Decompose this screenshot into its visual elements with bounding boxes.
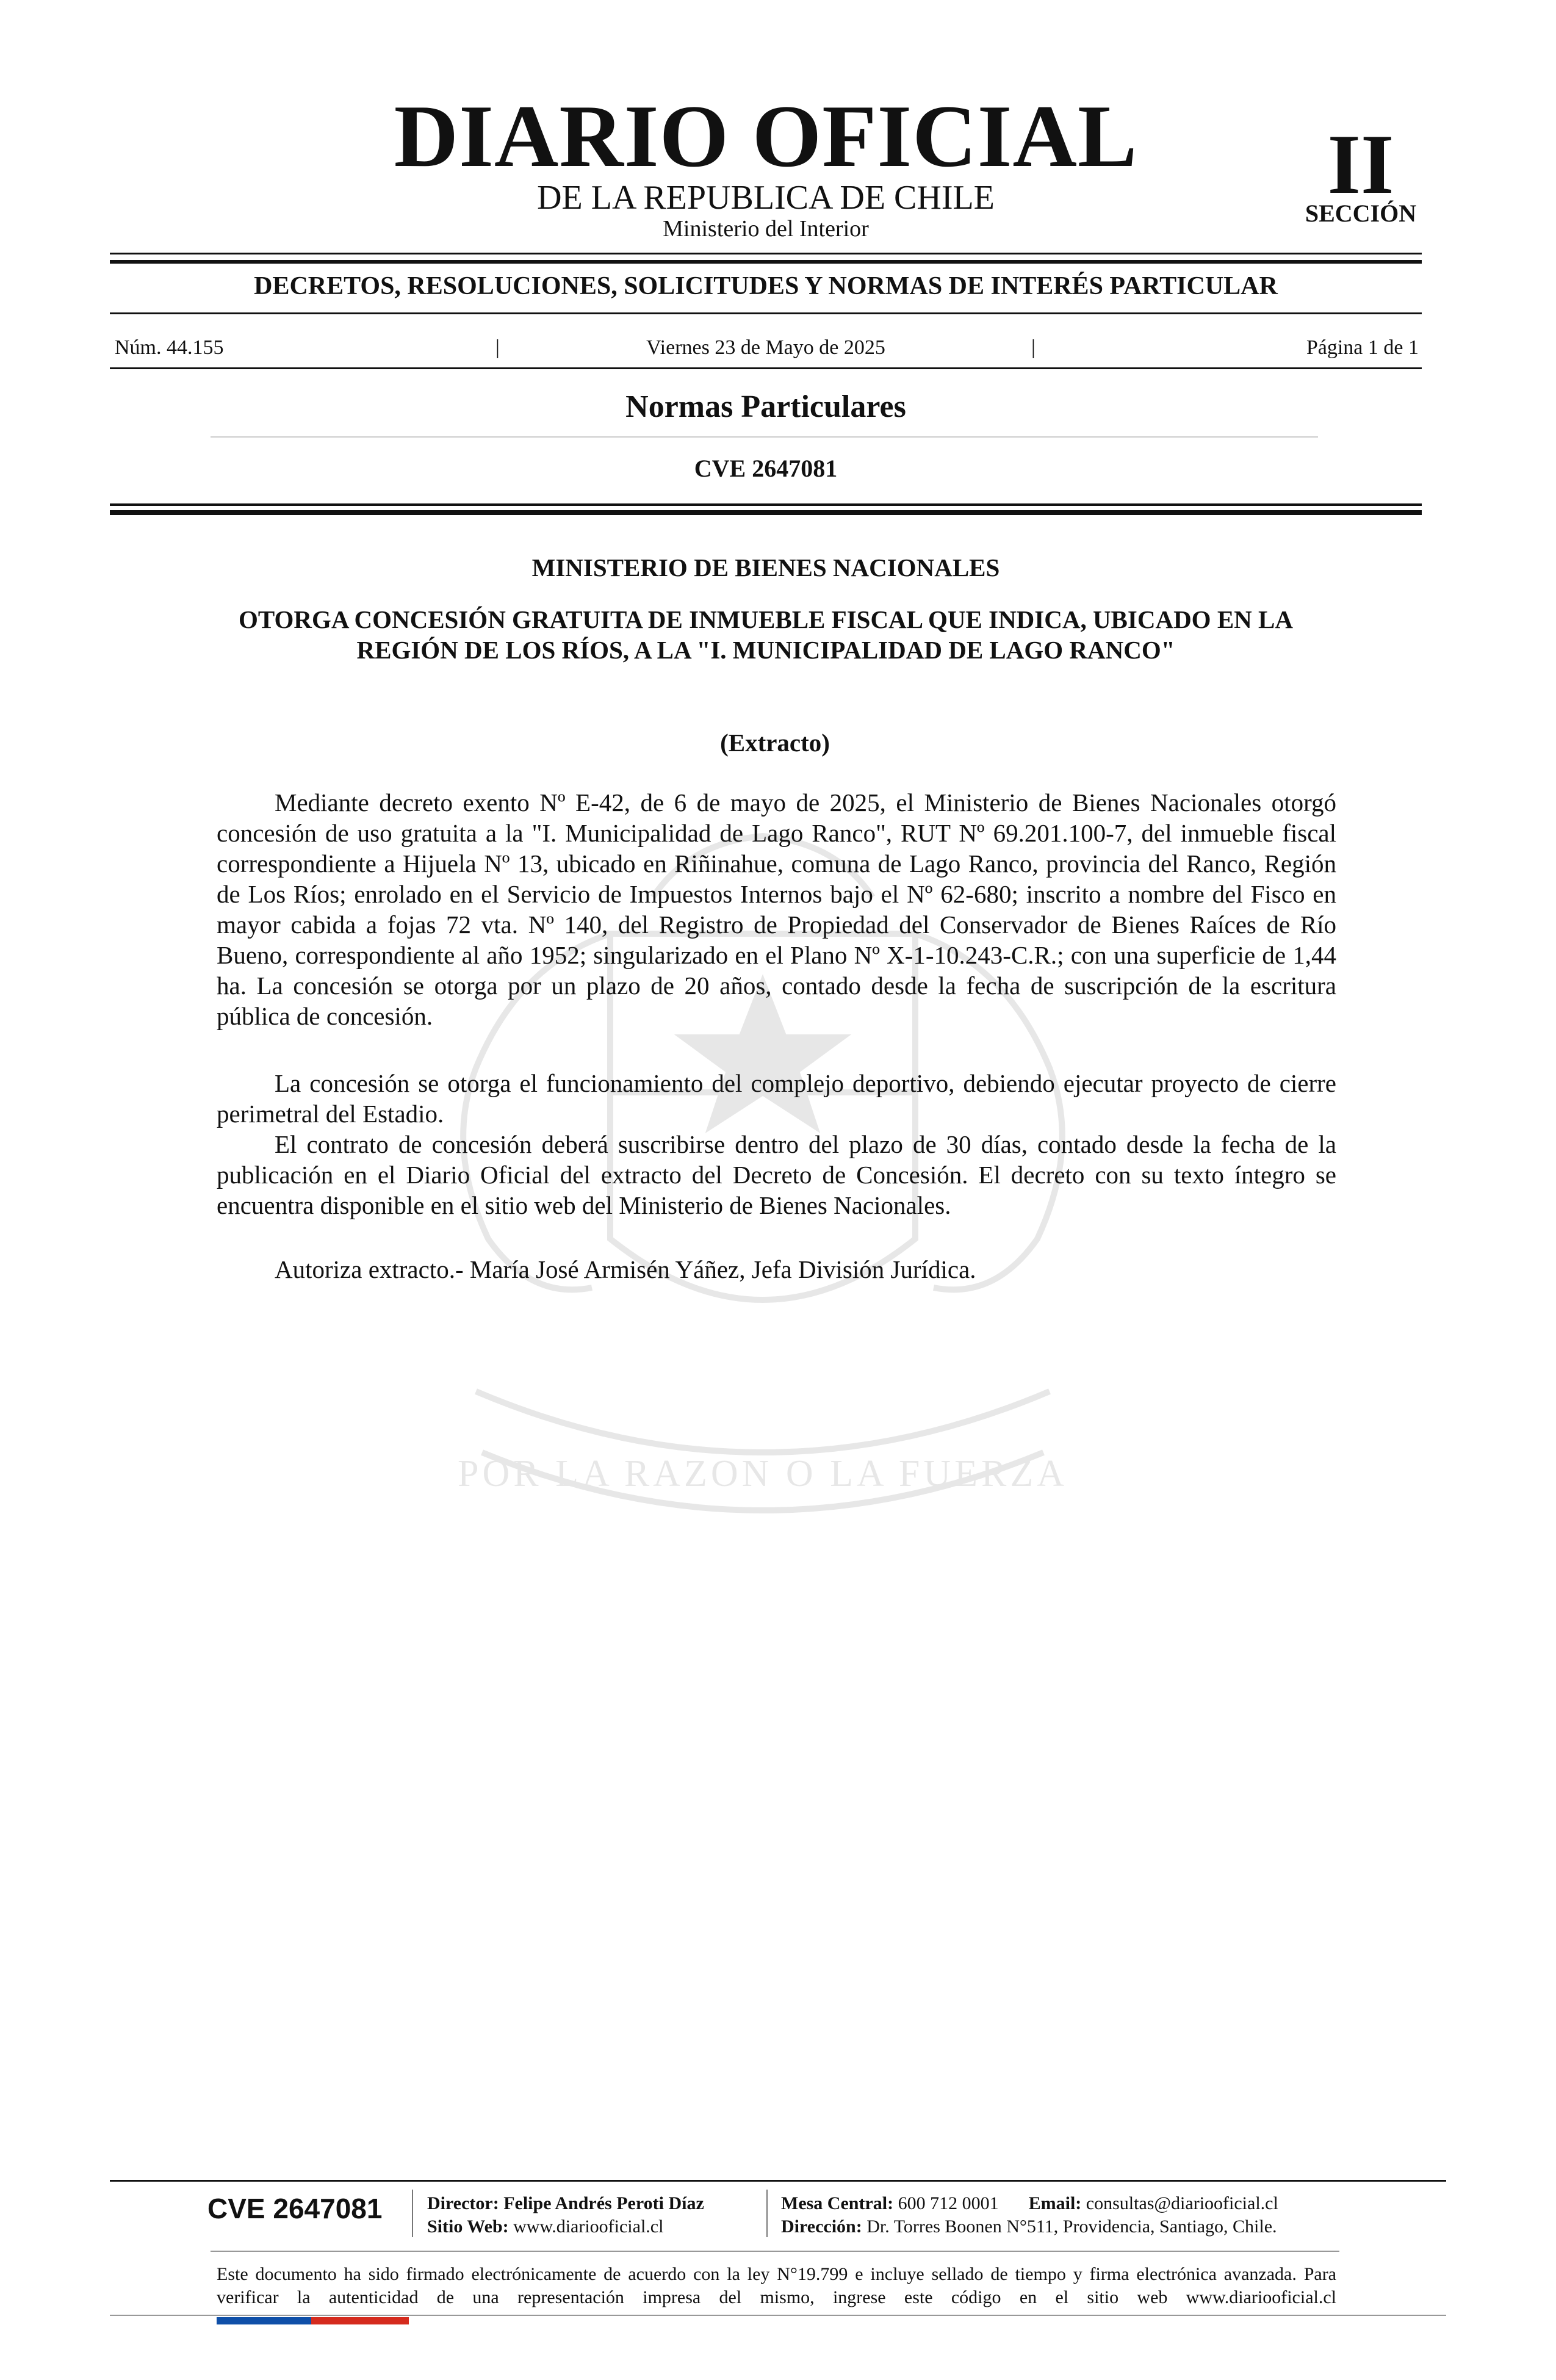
issue-date: Viernes 23 de Mayo de 2025	[646, 336, 885, 359]
website-link[interactable]: www.diariooficial.cl	[513, 2216, 664, 2237]
section-label: SECCIÓN	[1305, 200, 1417, 227]
masthead-title: DIARIO OFICIAL	[394, 87, 1138, 186]
mesa-phone: 600 712 0001	[898, 2193, 999, 2213]
masthead-ministry: Ministerio del Interior	[663, 216, 869, 242]
body-paragraph: El contrato de concesión deberá suscribirse dentro del plazo de 30 días, contado desde la fecha de la publicación en el Diario Oficial del extracto del Decreto de Concesión. El decreto con su texto íntegro se encuentra disponible en el sitio web del Ministerio de Bienes Nacionales.	[217, 1130, 1336, 1219]
body-paragraph: La concesión se otorga el funcionamiento del complejo deportivo, debiendo ejecutar proyecto de cierre perimetral del Estadio.	[217, 1069, 1336, 1128]
masthead-rule-top	[110, 253, 1422, 254]
banner-rule	[110, 312, 1422, 314]
extract-label: (Extracto)	[720, 729, 830, 757]
address-label: Dirección:	[781, 2216, 862, 2237]
footer-cve-code: CVE 2647081	[207, 2193, 383, 2224]
document-ministry: MINISTERIO DE BIENES NACIONALES	[531, 554, 1000, 582]
mesa-label: Mesa Central:	[781, 2193, 894, 2213]
footer-website	[427, 2215, 663, 2238]
watermark-motto: POR LA RAZON O LA FUERZA	[457, 1453, 1068, 1495]
section-title: Normas Particulares	[625, 389, 906, 424]
authorization-line: Autoriza extracto.- María José Armisén Yáñez, Jefa División Jurídica.	[275, 1255, 976, 1283]
masthead-subtitle: DE LA REPUBLICA DE CHILE	[537, 179, 995, 217]
section-number: II	[1327, 117, 1394, 212]
footer-director	[427, 2192, 704, 2215]
flag-stripe-red	[311, 2317, 409, 2324]
body-paragraph: Mediante decreto exento Nº E-42, de 6 de mayo de 2025, el Ministerio de Bienes Nacionales otorgó concesión de uso gratuita a la "I. Municipalidad de Lago Ranco", RUT Nº 69.201.100-7, del inmueble fiscal correspondiente a Hijuela Nº 13, ubicado en Riñinahue, comuna de Lago Ranco, provincia del Ranco, Región de Los Ríos; enrolado en el Servicio de Impuestos Internos bajo el Nº 62-680; inscrito a nombre del Fisco en mayor cabida a fojas 72 vta. Nº 140, del Registro de Propiedad del Conservador de Bienes Raíces de Río Bueno, correspondiente al año 1952; singularizado en el Plano Nº X-1-10.243-C.R.; con una superficie de 1,44 ha. La concesión se otorga por un plazo de 20 años, contado desde la fecha de suscripción de la escritura pública de concesión.	[217, 788, 1336, 1030]
footer-address	[781, 2215, 1277, 2238]
director-label: Director:	[427, 2193, 499, 2213]
footer-contact	[781, 2192, 1278, 2215]
info-rule	[110, 367, 1422, 369]
header-rule-top	[110, 503, 1422, 506]
website-label: Sitio Web:	[427, 2216, 509, 2237]
info-separator: |	[495, 336, 500, 359]
footer-rule-top	[110, 2180, 1446, 2182]
masthead-rule-bottom	[110, 260, 1422, 264]
footer-legal-note: Este documento ha sido firmado electrónicamente de acuerdo con la ley N°19.799 e incluye sellado de tiempo y firma electrónica avanzada. Para verificar la autenticidad de una representación impresa del mismo, ingrese este código en el sitio web www.diariooficial.cl	[217, 2264, 1336, 2307]
info-separator: |	[1031, 336, 1036, 359]
section-title-rule	[211, 436, 1318, 438]
email-link[interactable]: consultas@diariooficial.cl	[1086, 2193, 1278, 2213]
footer-divider	[412, 2190, 413, 2237]
footer-rule-bottom	[110, 2315, 1446, 2316]
flag-stripe-blue	[217, 2317, 311, 2324]
footer-divider	[766, 2190, 768, 2237]
footer-rule-middle	[211, 2251, 1339, 2252]
document-title: OTORGA CONCESIÓN GRATUITA DE INMUEBLE FISCAL QUE INDICA, UBICADO EN LA REGIÓN DE LOS RÍOS, A LA "I. MUNICIPALIDAD DE LAGO RANCO"	[239, 605, 1293, 664]
section-banner: DECRETOS, RESOLUCIONES, SOLICITUDES Y NORMAS DE INTERÉS PARTICULAR	[254, 272, 1278, 300]
director-name: Felipe Andrés Peroti Díaz	[503, 2193, 704, 2213]
email-label: Email:	[1028, 2193, 1082, 2213]
cve-code: CVE 2647081	[694, 455, 838, 482]
address-value: Dr. Torres Boonen N°511, Providencia, Santiago, Chile.	[866, 2216, 1277, 2237]
issue-number: Núm. 44.155	[115, 336, 224, 359]
header-rule-bottom	[110, 510, 1422, 515]
page-indicator: Página 1 de 1	[1306, 336, 1419, 359]
